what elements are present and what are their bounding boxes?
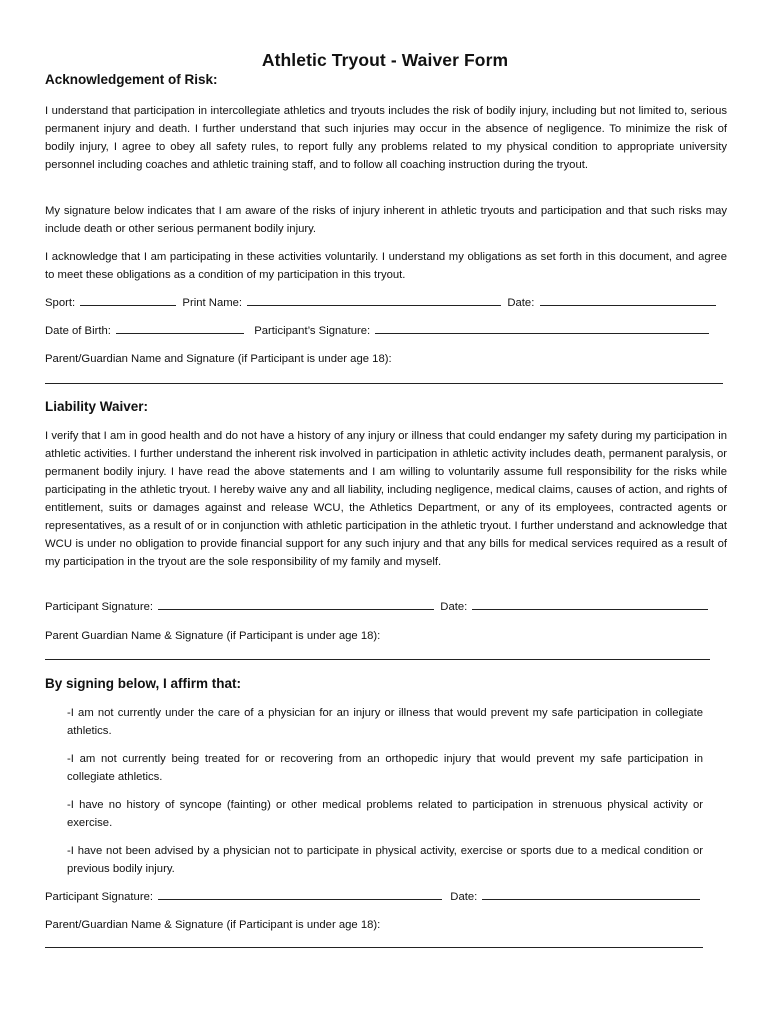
parent-guardian-label: Parent/Guardian Name and Signature (if Participant is under age 18): xyxy=(45,353,392,365)
affirm-participant-signature-field[interactable] xyxy=(158,888,442,900)
waiver-paragraph: I verify that I am in good health and do not have a history of any injury or illness that could endanger my safety during my participation in athletic activities. I further understand the inherent risk involved in participation in athletic activity includes death, permanent paralysis, or permanent bodily injury. I have read the above statements and I am willing to voluntarily assume full responsibility for the risks while participating in the athletic tryout. I hereby waive any and all liability, including negligence, medical claims, causes of action, and rights of entitlement, suits or damages against and release WCU, the Athletics Department, or any of its employees, contracted agents or representatives, as a result of or in conjunction with athletic participation in the athletic tryout. I further understand and acknowledge that WCU is under no obligation to provide financial support for any such injury and that any bills for medical services required as a result of my participation in the tryout are the sole responsibility of my family and myself. xyxy=(45,430,727,568)
affirm-item: -I have no history of syncope (fainting) or other medical problems related to participation in strenuous physical activity or exercise. xyxy=(67,799,703,829)
affirm-participant-signature-label: Participant Signature: xyxy=(45,891,154,903)
affirm-heading: By signing below, I affirm that: xyxy=(45,676,242,691)
waiver-parent-signature-line[interactable] xyxy=(45,659,710,660)
print-name-label: Print Name: xyxy=(182,297,243,309)
affirm-parent-signature-line[interactable] xyxy=(45,947,703,948)
sport-label: Sport: xyxy=(45,297,76,309)
affirm-date-label: Date: xyxy=(450,891,478,903)
affirm-date-field[interactable] xyxy=(482,888,700,900)
risk-paragraph-2: My signature below indicates that I am aware of the risks of injury inherent in athletic tryouts and participation and that such risks may include death or other serious permanent bodily injury. xyxy=(45,205,727,235)
risk-paragraph-1: I understand that participation in intercollegiate athletics and tryouts includes the risk of bodily injury, including but not limited to, serious permanent injury and death. I further understand that such injuries may occur in the absence of negligence. To minimize the risk of bodily injury, I agree to obey all safety rules, to report fully any problems related to my physical condition to appropriate university personnel including coaches and athletic training staff, and to follow all coaching instruction during the tryout. xyxy=(45,105,727,171)
dob-label: Date of Birth: xyxy=(45,325,111,337)
dob-field[interactable] xyxy=(116,322,244,334)
participant-signature-field[interactable] xyxy=(375,322,709,334)
print-name-field[interactable] xyxy=(247,294,501,306)
participant-signature-label: Participant’s Signature: xyxy=(254,325,371,337)
waiver-participant-signature-field[interactable] xyxy=(158,598,434,610)
date-field[interactable] xyxy=(540,294,716,306)
waiver-heading: Liability Waiver: xyxy=(45,399,149,414)
affirm-parent-label: Parent/Guardian Name & Signature (if Participant is under age 18): xyxy=(45,919,381,931)
waiver-parent-label: Parent Guardian Name & Signature (if Participant is under age 18): xyxy=(45,630,381,642)
risk-paragraph-3: I acknowledge that I am participating in these activities voluntarily. I understand my obligations as set forth in this document, and agree to meet these obligations as a condition of my participation in this tryout. xyxy=(45,251,727,281)
date-label: Date: xyxy=(507,297,535,309)
waiver-date-field[interactable] xyxy=(472,598,708,610)
affirm-item: -I have not been advised by a physician not to participate in physical activity, exercise or sports due to a medical condition or previous bodily injury. xyxy=(67,845,703,875)
waiver-participant-signature-label: Participant Signature: xyxy=(45,601,154,613)
affirm-item: -I am not currently under the care of a physician for an injury or illness that would prevent my safe participation in collegiate athletics. xyxy=(67,707,703,737)
sport-name-date-row xyxy=(45,294,719,312)
affirm-item: -I am not currently being treated for or recovering from an orthopedic injury that would prevent my safe participation in collegiate athletics. xyxy=(67,753,703,783)
waiver-date-label: Date: xyxy=(440,601,468,613)
dob-signature-row xyxy=(45,322,712,340)
sport-field[interactable] xyxy=(80,294,176,306)
risk-heading: Acknowledgement of Risk: xyxy=(45,72,218,87)
parent-guardian-signature-line[interactable] xyxy=(45,383,723,384)
waiver-signature-row xyxy=(45,598,711,616)
form-title: Athletic Tryout - Waiver Form xyxy=(261,50,509,70)
affirm-signature-row xyxy=(45,888,703,906)
